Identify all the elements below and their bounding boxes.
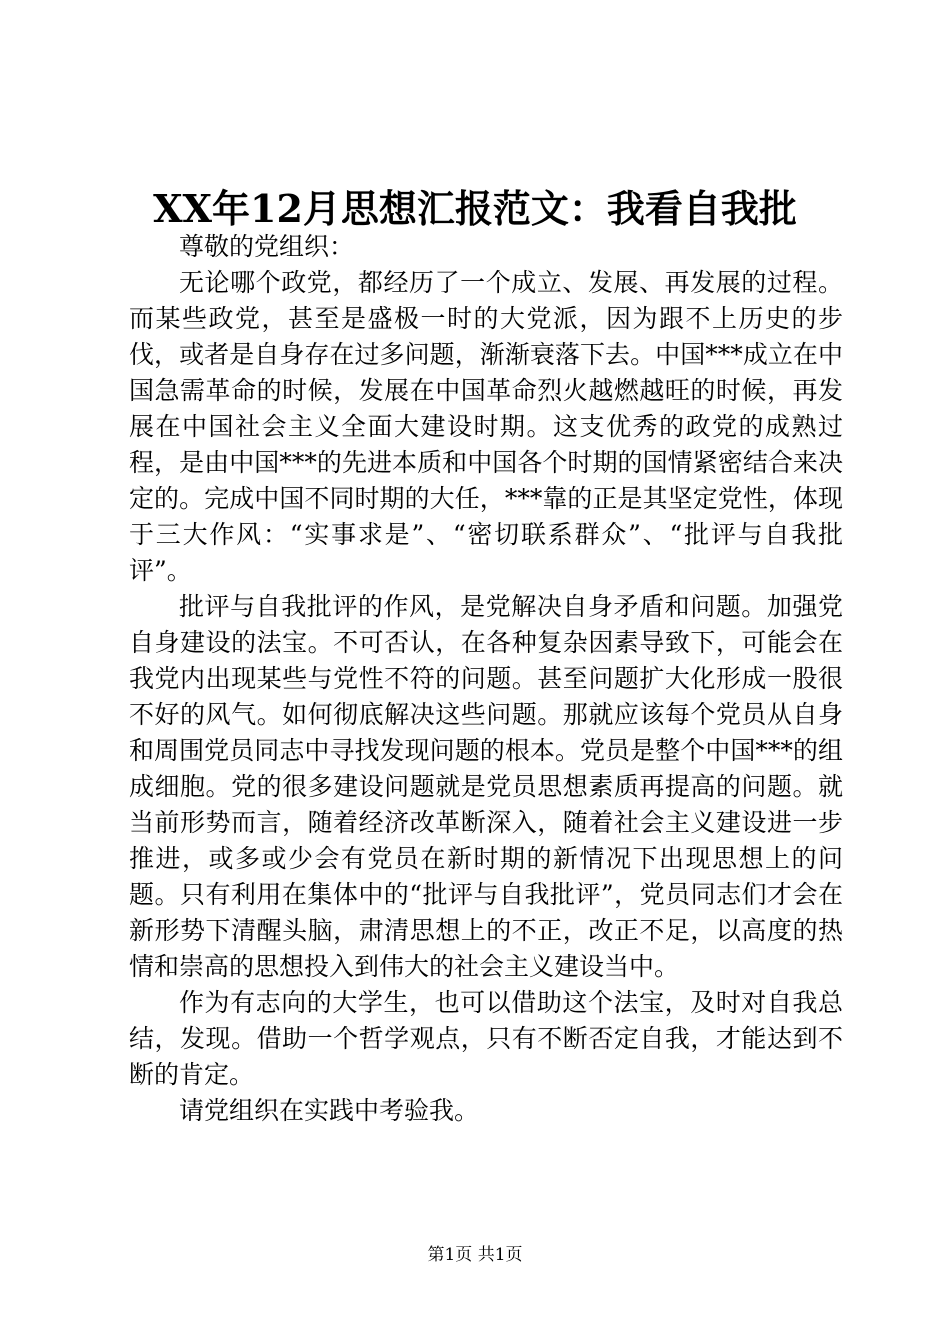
paragraph: 批评与自我批评的作风，是党解决自身矛盾和问题。加强党自身建设的法宝。不可否认，在各种复杂因素导致下，可能会在我党内出现某些与党性不符的问题。甚至问题扩大化形成一股很不好的风气。如何彻底解决这些问题。那就应该每个党员从自身和周围党员同志中寻找发现问题的根本。党员是整个中国***的组成细胞。党的很多建设问题就是党员思想素质再提高的问题。就当前形势而言，随着经济改革断深入，随着社会主义建设进一步推进，或多或少会有党员在新时期的新情况下出现思想上的问题。只有利用在集体中的“批评与自我批评”，党员同志们才会在新形势下清醒头脑，肃清思想上的不正，改正不足，以高度的热情和崇高的思想投入到伟大的社会主义建设当中。	[129, 592, 843, 981]
paragraph: 作为有志向的大学生，也可以借助这个法宝，及时对自我总结，发现。借助一个哲学观点，只有不断否定自我，才能达到不断的肯定。	[129, 988, 843, 1089]
salutation: 尊敬的党组织：	[179, 232, 355, 261]
paragraph: 请党组织在实践中考验我。	[179, 1096, 480, 1125]
paragraph: 无论哪个政党，都经历了一个成立、发展、再发展的过程。而某些政党，甚至是盛极一时的大党派，因为跟不上历史的步伐，或者是自身存在过多问题，渐渐衰落下去。中国***成立在中国急需革命的时候，发展在中国革命烈火越燃越旺的时候，再发展在中国社会主义全面大建设时期。这支优秀的政党的成熟过程，是由中国***的先进本质和中国各个时期的国情紧密结合来决定的。完成中国不同时期的大任，***靠的正是其坚定党性，体现于三大作风：“实事求是”、“密切联系群众”、“批评与自我批评”。	[129, 268, 843, 585]
document-body	[129, 229, 843, 1129]
page-title: XX年12月思想汇报范文：我看自我批	[153, 186, 797, 231]
page-number: 第1页 共1页	[427, 1245, 523, 1265]
